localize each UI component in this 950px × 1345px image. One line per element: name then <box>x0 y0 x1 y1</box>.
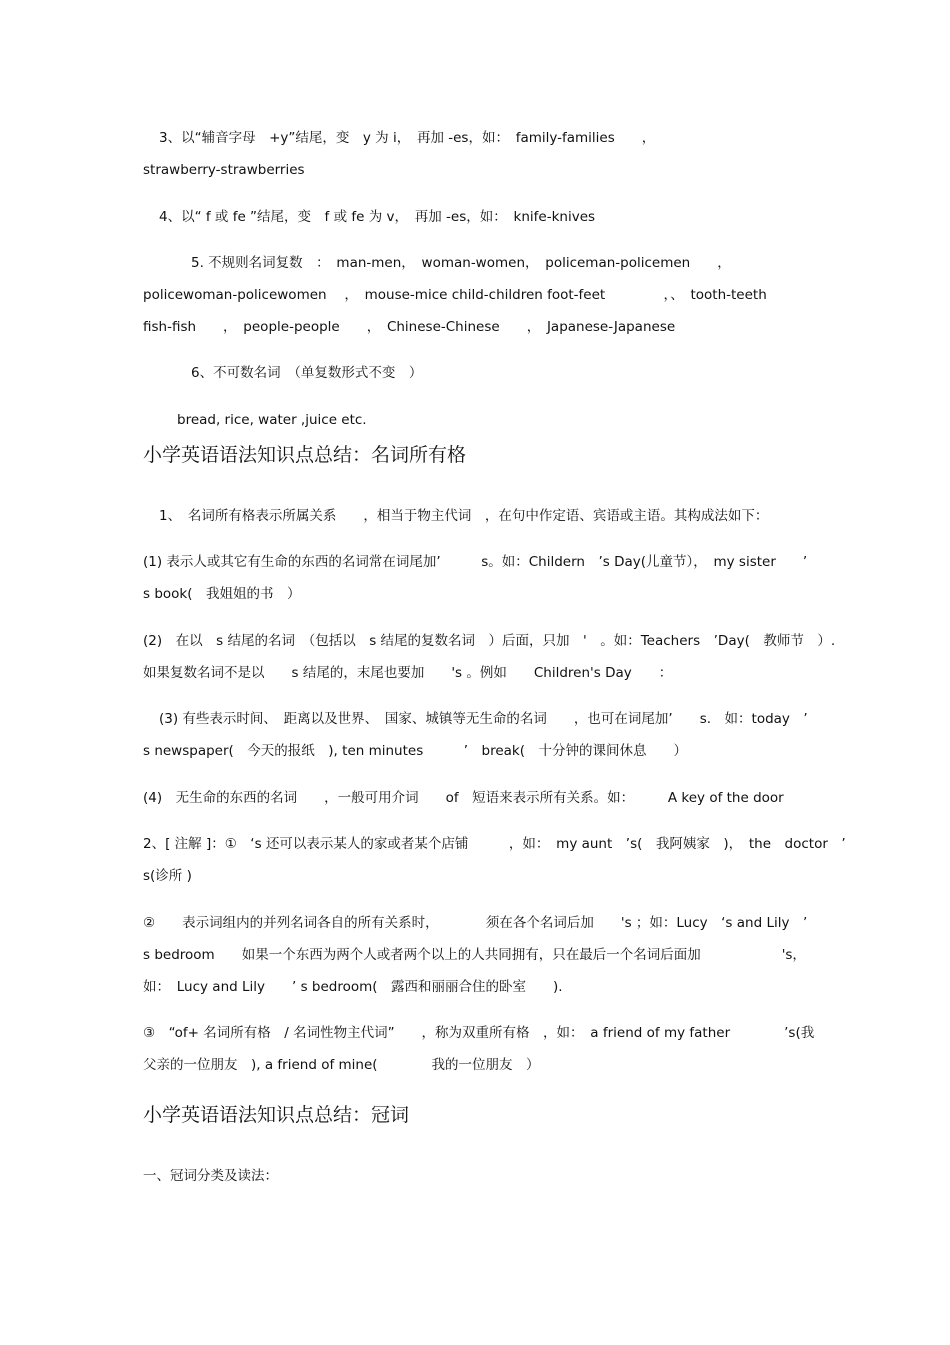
article-p1: 一、冠词分类及读法： <box>143 1168 278 1184</box>
rule5-line1: 5. 不规则名词复数 ： man-men， woman-women， policeman-policemen ， <box>191 255 731 271</box>
possessive-p5: (4) 无生命的东西的名词 ，一般可用介词 of 短语来表示所有关系。如： A key of the door <box>143 790 784 806</box>
possessive-note3-line2: 父亲的一位朋友 ), a friend of mine( 我的一位朋友 ） <box>143 1057 540 1073</box>
possessive-note2-line1: ② 表示词组内的并列名词各自的所有关系时， 须在各个名词后加 's ；如：Lucy ‘s and Lily ’ <box>143 915 808 931</box>
possessive-p3-line1: (2) 在以 s 结尾的名词 （包括以 s 结尾的复数名词 ）后面，只加 ' 。如：Teachers ’Day( 教师节 ）. <box>143 633 836 649</box>
possessive-note2-line3: 如： Lucy and Lily ’ s bedroom( 露西和丽丽合住的卧室 ). <box>143 979 563 995</box>
possessive-note3-line1: ③ “of+ 名词所有格 / 名词性物主代词” ，称为双重所有格 ，如： a friend of my father ’s(我 <box>143 1025 815 1041</box>
section-heading-article: 小学英语语法知识点总结：冠词 <box>143 1104 410 1126</box>
rule6-examples: bread, rice, water ,juice etc. <box>177 412 367 428</box>
possessive-p2-line1: (1) 表示人或其它有生命的东西的名词常在词尾加’ s。如：Childern ’s Day(儿童节）， my sister ’ <box>143 554 808 570</box>
possessive-p4-line1: (3) 有些表示时间、 距离以及世界、 国家、城镇等无生命的名词 ，也可在词尾加’ s. 如：today ’ <box>159 711 808 727</box>
possessive-note-line1: 2、[ 注解 ]：① ‘s 还可以表示某人的家或者某个店铺 ，如： my aunt ’s( 我阿姨家 )， the doctor ’ <box>143 836 846 852</box>
possessive-p4-line2: s newspaper( 今天的报纸 ), ten minutes ’ break( 十分钟的课间休息 ） <box>143 743 688 759</box>
section-heading-possessive: 小学英语语法知识点总结：名词所有格 <box>143 444 467 466</box>
possessive-note2-line2: s bedroom 如果一个东西为两个人或者两个以上的人共同拥有，只在最后一个名词后面加 's， <box>143 947 806 963</box>
rule5-line2: policewoman-policewomen ， mouse-mice child-children foot-feet ，、 tooth-teeth <box>143 287 767 303</box>
possessive-p3-line2: 如果复数名词不是以 s 结尾的，末尾也要加 's 。例如 Children's Day ： <box>143 665 673 681</box>
rule6: 6、不可数名词 （单复数形式不变 ） <box>191 365 423 381</box>
possessive-p2-line2: s book( 我姐姐的书 ） <box>143 586 301 602</box>
possessive-note-line2: s(诊所 ) <box>143 868 192 884</box>
rule4: 4、以“ f 或 fe ”结尾，变 f 或 fe 为 v， 再加 -es，如： knife-knives <box>159 209 596 225</box>
rule3-line1: 3、以“辅音字母 +y”结尾，变 y 为 i， 再加 -es，如： family-families ， <box>159 130 656 146</box>
possessive-p1: 1、 名词所有格表示所属关系 ，相当于物主代词 ，在句中作定语、宾语或主语。其构成法如下： <box>159 508 769 524</box>
rule5-line3: fish-fish ， people-people ， Chinese-Chinese ， Japanese-Japanese <box>143 319 676 335</box>
rule3-line2: strawberry-strawberries <box>143 162 305 178</box>
